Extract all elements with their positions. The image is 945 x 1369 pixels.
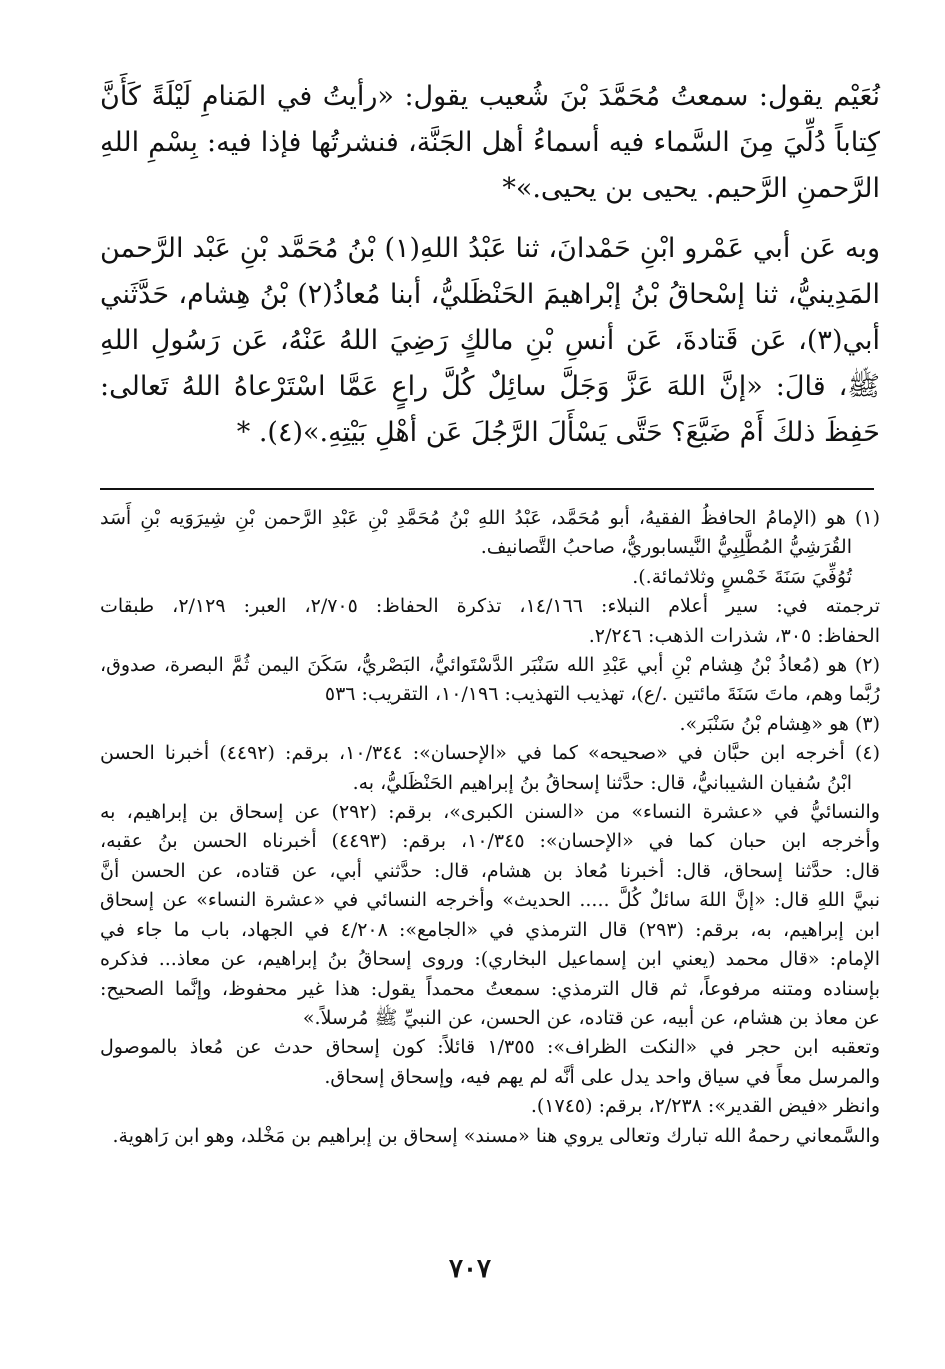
main-paragraph-2: وبه عَن أبي عَمْرو ابْنِ حَمْدانَ، ثنا عَبْدُ اللهِ(١) بْنُ مُحَمَّد بْنِ عَبْد الرَّحمن المَدِينيُّ، ثنا إسْحاقُ بْنُ إبْراهيمَ الحَنْظَليُّ، أبنا مُعاذُ(٢) بْنُ هِشام، حَدَّثَني أبي(٣)، عَن قَتادةَ، عَن أنسِ بْنِ مالكٍ رَضِيَ اللهُ عَنْهُ، عَن رَسُولِ اللهِ ﷺ، قالَ: «إنَّ اللهَ عَزَّ وَجَلَّ سائِلٌ كُلَّ راعٍ عَمَّا اسْتَرْعاهُ اللهُ تَعالى: حَفِظَ ذلكَ أَمْ ضَيَّعَ؟ حَتَّى يَسْأَلَ الرَّجُلَ عَن أهْلِ بَيْتِهِ.»(٤). * [100, 233, 881, 448]
footnotes-block [100, 504, 880, 1151]
footnote-line: عن معاذ بن هشام، عن أبيه، عن قتاده، عن الحسن، عن النبيِّ ﷺ مُرسلاً.» [302, 1006, 880, 1029]
footnote-line: والمرسل معاً في سياق واحد يدل على أنَّه لم يهم فيه، وإسحاق إسحاق. [324, 1065, 880, 1088]
footnote-line: (٢) هو (مُعاذُ بْنُ هِشام بْنِ أبي عَبْدِ الله سَنْبَر الدَّسْتَوائيُّ، البَصْريُّ، سَكَنَ اليمن ثُمَّ البصرة، صدوق، [100, 654, 880, 677]
footnote-line: (٤) أخرجه ابن حبَّان في «صحيحه» كما في «الإحسان»: ١٠/٣٤٤، برقم: (٤٤٩٢) أخبرنا الحسن [100, 742, 880, 765]
footnote-line: (٣) هو «هِشام بْنُ سَنْبَر». [679, 712, 880, 735]
footnote-line: قال: حدَّثنا إسحاق، قال: أخبرنا مُعاذ بن هشام، قال: حدَّثني أبي، عن قتاده، عن الحسن أنَّ [100, 859, 880, 882]
page-number: ٧٠٧ [449, 1254, 491, 1284]
footnote-line: وانظر «فيض القدير»: ٢/٢٣٨، برقم: (١٧٤٥). [530, 1095, 880, 1118]
footnote-line: والنسائيُّ في «عشرة النساء» من «السنن الكبرى»، برقم: (٢٩٢) عن إسحاق بن إبراهيم، به [100, 801, 880, 824]
footnote-line: تُوُفِّيَ سَنَةَ خَمْسٍ وثلاثمائة.). [632, 565, 852, 588]
main-paragraph-1: نُعَيْم يقول: سمعتُ مُحَمَّدَ بْنَ شُعيب يقول: «رأيتُ في المَنامِ لَيْلَةً كَأَنَّ كِتاباً دُلِّيَ مِنَ السَّماء فيه أسماءُ أهل الجَنَّة، فنشرتُها فإذا فيه: بِسْمِ اللهِ الرَّحمنِ الرَّحيم. يحيى بن يحيى.»* [100, 81, 880, 204]
footnote-line: (١) هو (الإمامُ الحافظُ الفقيهُ، أبو مُحَمَّد، عَبْدُ اللهِ بْنُ مُحَمَّدِ بْنِ عَبْدِ الرَّحمن بْنِ شِيرَوَيه بْنِ أَسَد [100, 507, 880, 529]
footnote-line: القُرَشِيُّ المُطَّلِبِيُّ النَّيسابوريُّ، صاحبُ التَّصانيف. [480, 536, 852, 559]
footnote-line: وأخرجه ابن حبان كما في «الإحسان»: ١٠/٣٤٥، برقم: (٤٤٩٣) أخبرناه الحسن بنُ عقبه، [100, 830, 880, 853]
footnote-line: والسَّمعاني رحمهُ الله تبارك وتعالى يروي هنا «مسند» إسحاق بن إبراهيم بن مَخْلد، وهو ابن رَاهوية. [112, 1124, 880, 1147]
footnote-line: وتعقبه ابن حجر في «النكت الظراف»: ١/٣٥٥ قائلاً: كون إسحاق حدث عن مُعاذ بالموصول [100, 1036, 880, 1059]
footnote-line: بإسناده ومتنه مرفوعاً، ثم قال الترمذي: سمعتُ محمداً يقول: هذا غير محفوظ، وإنَّما الصحيح: [100, 977, 880, 1000]
footnote-line: ابن إبراهيم، به، برقم: (٢٩٣) قال الترمذي في «الجامع»: ٤/٢٠٨ في الجهاد، باب ما جاء في [100, 918, 880, 941]
footnote-line: رُبَّما وهم، ماتَ سَنَةَ مائتين ./ع)، تهذيب التهذيب: ١٠/١٩٦، التقريب: ٥٣٦ [324, 683, 880, 706]
footnote-line: ترجمته في: سير أعلام النبلاء: ١٤/١٦٦، تذكرة الحفاظ: ٢/٧٠٥، العبر: ٢/١٢٩، طبقات [100, 595, 880, 618]
footnote-line: الحفاظ: ٣٠٥، شذرات الذهب: ٢/٢٤٦. [588, 624, 880, 647]
footnote-line: نبيَّ اللهِ قال: «إنَّ اللهَ سائلٌ كُلَّ ..... الحديث» وأخرجه النسائي في «عشرة النساء» عن إسحاق [100, 889, 880, 912]
footnote-line: ابْنُ سُفيان الشيبانيُّ، قال: حدَّثنا إسحاقُ بنُ إبراهيم الحَنْظَليُّ، به. [352, 771, 852, 794]
main-text-block [100, 74, 880, 470]
footnote-line: الإمام: «قال محمد (يعني ابن إسماعيل البخاري): وروى إسحاقُ بنُ إبراهيم، عن معاذ... فذكره [100, 948, 880, 971]
footnote-divider [100, 488, 874, 490]
